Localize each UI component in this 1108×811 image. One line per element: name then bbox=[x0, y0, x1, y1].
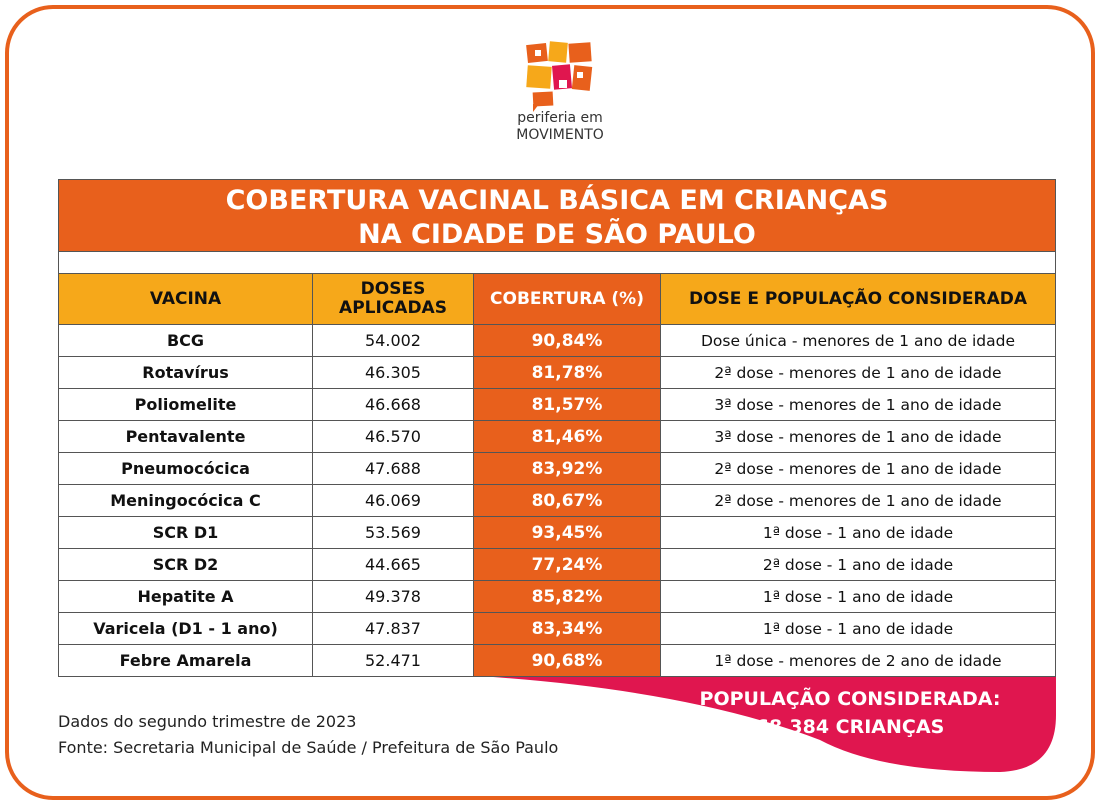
cell-dose: 2ª dose - menores de 1 ano de idade bbox=[714, 459, 1002, 478]
cell-vacina: SCR D1 bbox=[59, 517, 313, 548]
cell-dose: 1ª dose - 1 ano de idade bbox=[762, 523, 954, 542]
cell-doses: 49.378 bbox=[313, 581, 474, 612]
cell-dose: 3ª dose - menores de 1 ano de idade bbox=[714, 395, 1002, 414]
cell-doses: 46.069 bbox=[313, 485, 474, 516]
footer-data-note: Dados do segundo trimestre de 2023 bbox=[58, 712, 357, 731]
cell-doses: 53.569 bbox=[313, 517, 474, 548]
cell-cobertura: 81,46% bbox=[474, 421, 661, 452]
cell-cobertura: 81,57% bbox=[474, 389, 661, 420]
cell-vacina: Pneumocócica bbox=[59, 453, 313, 484]
cell-cobertura: 81,78% bbox=[474, 357, 661, 388]
cell-doses: 46.305 bbox=[313, 357, 474, 388]
table-row bbox=[59, 645, 1055, 676]
table-row bbox=[59, 453, 1055, 485]
vaccine-table bbox=[58, 179, 1056, 677]
cell-vacina: Rotavírus bbox=[59, 357, 313, 388]
table-header-row bbox=[59, 274, 1055, 325]
cell-vacina: Meningocócica C bbox=[59, 485, 313, 516]
population-label: POPULAÇÃO CONSIDERADA: bbox=[699, 688, 1001, 710]
population-value: 68.384 CRIANÇAS bbox=[755, 716, 945, 738]
cell-dose: 2ª dose - menores de 1 ano de idade bbox=[714, 363, 1002, 382]
header-doses-line1: DOSES bbox=[360, 279, 426, 299]
table-row bbox=[59, 421, 1055, 453]
cell-cobertura: 90,84% bbox=[474, 325, 661, 356]
cell-dose: Dose única - menores de 1 ano de idade bbox=[700, 331, 1016, 350]
table-title-line1: COBERTURA VACINAL BÁSICA EM CRIANÇAS bbox=[225, 185, 889, 216]
cell-dose: 1ª dose - 1 ano de idade bbox=[762, 587, 954, 606]
cell-doses: 47.688 bbox=[313, 453, 474, 484]
cell-doses: 52.471 bbox=[313, 645, 474, 676]
cell-vacina: Varicela (D1 - 1 ano) bbox=[59, 613, 313, 644]
cell-cobertura: 90,68% bbox=[474, 645, 661, 676]
cell-vacina: Febre Amarela bbox=[59, 645, 313, 676]
cell-cobertura: 83,92% bbox=[474, 453, 661, 484]
table-row bbox=[59, 549, 1055, 581]
cell-cobertura: 85,82% bbox=[474, 581, 661, 612]
header-cobertura: COBERTURA (%) bbox=[474, 274, 661, 324]
cell-doses: 44.665 bbox=[313, 549, 474, 580]
cell-dose: 2ª dose - menores de 1 ano de idade bbox=[714, 491, 1002, 510]
cell-dose: 1ª dose - 1 ano de idade bbox=[762, 619, 954, 638]
cell-dose: 1ª dose - menores de 2 ano de idade bbox=[714, 651, 1002, 670]
table-title-line2: NA CIDADE DE SÃO PAULO bbox=[358, 219, 756, 250]
header-dose-populacao: DOSE E POPULAÇÃO CONSIDERADA bbox=[661, 274, 1055, 324]
cell-doses: 54.002 bbox=[313, 325, 474, 356]
logo-text-line2: MOVIMENTO bbox=[516, 127, 604, 143]
table-row bbox=[59, 325, 1055, 357]
cell-cobertura: 83,34% bbox=[474, 613, 661, 644]
table-row bbox=[59, 581, 1055, 613]
table-row bbox=[59, 389, 1055, 421]
table-row bbox=[59, 357, 1055, 389]
logo-text-line1: periferia em bbox=[517, 110, 603, 126]
table-spacer bbox=[59, 252, 1055, 274]
cell-vacina: BCG bbox=[59, 325, 313, 356]
cell-dose: 3ª dose - menores de 1 ano de idade bbox=[714, 427, 1002, 446]
cell-cobertura: 93,45% bbox=[474, 517, 661, 548]
cell-dose: 2ª dose - 1 ano de idade bbox=[762, 555, 954, 574]
table-row bbox=[59, 485, 1055, 517]
header-doses bbox=[313, 274, 474, 324]
table-row bbox=[59, 517, 1055, 549]
table-title bbox=[59, 180, 1055, 252]
cell-doses: 46.668 bbox=[313, 389, 474, 420]
footer-source-note: Fonte: Secretaria Municipal de Saúde / Prefeitura de São Paulo bbox=[58, 738, 559, 757]
header-vacina: VACINA bbox=[59, 274, 313, 324]
cell-vacina: SCR D2 bbox=[59, 549, 313, 580]
header-doses-line2: APLICADAS bbox=[339, 298, 447, 318]
cell-vacina: Poliomelite bbox=[59, 389, 313, 420]
cell-cobertura: 77,24% bbox=[474, 549, 661, 580]
cell-vacina: Hepatite A bbox=[59, 581, 313, 612]
cell-doses: 46.570 bbox=[313, 421, 474, 452]
cell-cobertura: 80,67% bbox=[474, 485, 661, 516]
cell-doses: 47.837 bbox=[313, 613, 474, 644]
table-row bbox=[59, 613, 1055, 645]
cell-vacina: Pentavalente bbox=[59, 421, 313, 452]
